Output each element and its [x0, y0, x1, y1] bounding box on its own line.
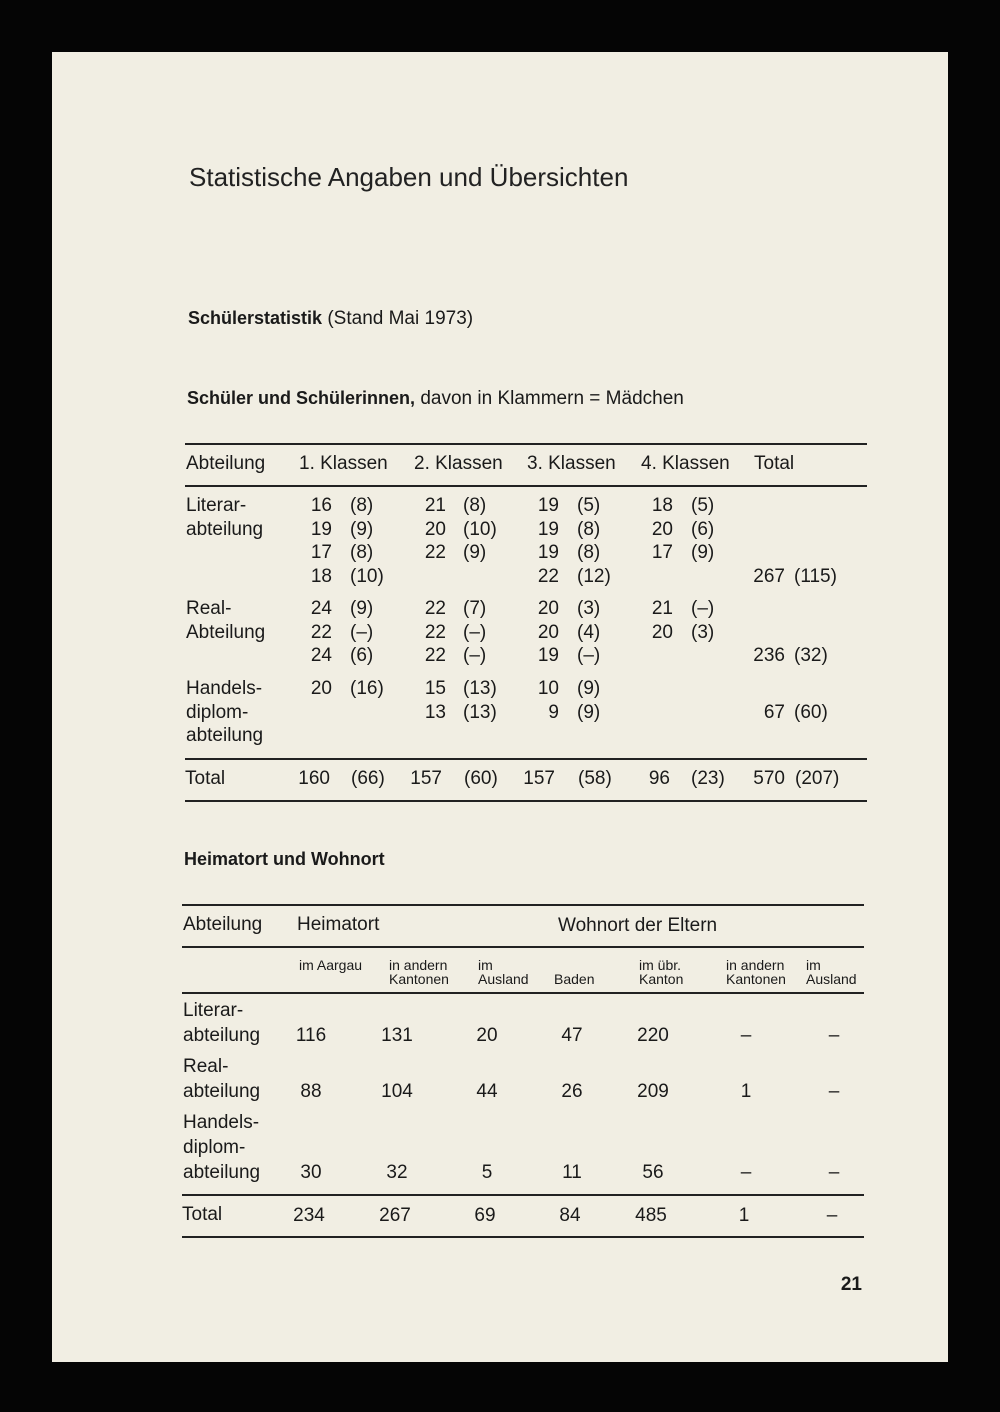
girls-count-value: (–)	[577, 645, 601, 666]
row-label: abteilung	[183, 1081, 261, 1102]
column-subheader: in andern	[389, 957, 448, 973]
count-value: 22	[424, 645, 446, 666]
count-value: 9	[548, 701, 559, 723]
row-label: Handels-	[183, 1112, 260, 1133]
count-value: 209	[637, 1081, 669, 1102]
column-header: 4. Klassen	[641, 453, 730, 474]
girls-count-value: (7)	[463, 598, 487, 619]
column-subheader: im übr.	[639, 957, 682, 973]
row-label: Abteilung	[186, 621, 266, 643]
row-label: Literar-	[186, 495, 247, 516]
row-label: Real-	[183, 1056, 229, 1077]
row-label: diplom-	[186, 701, 249, 723]
column-subheader: im Aargau	[299, 957, 363, 973]
girls-count-value: (8)	[577, 518, 601, 540]
page-title: Statistische Angaben und Übersichten	[189, 162, 629, 192]
count-value: 20	[310, 678, 332, 699]
row-label: abteilung	[183, 1025, 261, 1046]
total-girls-count: (207)	[795, 768, 840, 789]
row-label: abteilung	[183, 1162, 261, 1183]
girls-count-value: (9)	[350, 518, 374, 540]
column-header: 3. Klassen	[527, 453, 616, 474]
count-value: 17	[651, 542, 673, 563]
total-count: 96	[648, 768, 670, 789]
count-value: 18	[310, 565, 332, 587]
count-value: 20	[476, 1025, 498, 1046]
total-count: 485	[635, 1205, 667, 1226]
column-header: 1. Klassen	[299, 453, 388, 474]
count-value: 24	[310, 645, 332, 666]
count-value: 30	[300, 1162, 322, 1183]
count-value: 26	[561, 1081, 583, 1102]
count-value: 24	[310, 598, 332, 619]
count-value: 32	[386, 1162, 408, 1183]
column-header: Total	[754, 453, 795, 474]
girls-count-value: (3)	[577, 598, 601, 619]
count-value: 16	[310, 495, 332, 516]
total-girls-count: (23)	[691, 768, 725, 789]
column-subheader: in andern	[726, 957, 785, 973]
girls-count-value: (8)	[577, 542, 601, 563]
column-header: Abteilung	[183, 914, 263, 935]
count-value: 17	[310, 542, 332, 563]
count-value: –	[740, 1162, 752, 1183]
section-heading-schueler	[187, 388, 684, 410]
girls-count-value: (3)	[691, 621, 715, 643]
count-value: 236	[753, 645, 785, 666]
total-count: 570	[753, 768, 785, 789]
page-number: 21	[840, 1274, 862, 1295]
count-value: 67	[763, 701, 785, 723]
girls-count-value: (60)	[794, 701, 828, 723]
girls-count-value: (10)	[350, 565, 384, 587]
girls-count-value: (4)	[577, 621, 601, 643]
count-value: 44	[476, 1081, 498, 1102]
table-rule-subheader	[182, 992, 864, 994]
total-count: 69	[474, 1205, 496, 1226]
total-girls-count: (60)	[464, 768, 498, 789]
count-value: –	[740, 1025, 752, 1046]
column-subheader: Kantonen	[389, 971, 449, 987]
total-girls-count: (66)	[351, 768, 385, 789]
section-heading-schuelerstatistik	[188, 308, 473, 330]
total-girls-count: (58)	[578, 768, 612, 789]
total-count: 160	[298, 768, 330, 789]
total-count: 157	[410, 768, 442, 789]
row-label: abteilung	[186, 725, 264, 746]
count-value: 47	[561, 1025, 583, 1046]
row-label: Real-	[186, 598, 232, 619]
girls-count-value: (32)	[794, 645, 828, 666]
count-value: 267	[753, 565, 785, 587]
girls-count-value: (115)	[794, 565, 837, 587]
table-rule-total	[182, 1194, 864, 1196]
girls-count-value: (9)	[691, 542, 715, 563]
count-value: 5	[481, 1162, 493, 1183]
count-value: 20	[537, 598, 559, 619]
total-count: –	[826, 1205, 838, 1226]
count-value: 10	[537, 678, 559, 699]
total-label: Total	[182, 1204, 223, 1225]
count-value: 19	[537, 495, 559, 516]
count-value: 22	[424, 542, 446, 563]
column-subheader: im	[478, 957, 493, 973]
girls-count-value: (8)	[463, 495, 487, 516]
count-value: 1	[740, 1081, 752, 1102]
girls-count-value: (–)	[350, 621, 374, 643]
girls-count-value: (6)	[691, 518, 715, 540]
count-value: 22	[424, 598, 446, 619]
count-value: 116	[295, 1025, 327, 1046]
girls-count-value: (5)	[691, 495, 715, 516]
column-subheader: Baden	[554, 971, 595, 987]
table-rule-top	[182, 904, 864, 906]
heading-rest: (Stand Mai 1973)	[327, 308, 474, 329]
total-count: 234	[293, 1205, 325, 1226]
total-count: 1	[738, 1205, 750, 1226]
girls-count-value: (13)	[463, 701, 497, 723]
count-value: 19	[537, 645, 559, 666]
girls-count-value: (9)	[463, 542, 487, 563]
table-rule-bottom	[182, 1236, 864, 1238]
total-label: Total	[185, 768, 226, 789]
document-page	[52, 52, 948, 1362]
column-header: Heimatort	[297, 914, 380, 935]
column-subheader: im	[806, 957, 821, 973]
column-header: Abteilung	[186, 453, 266, 474]
count-value: 21	[651, 598, 673, 619]
count-value: 22	[537, 565, 559, 587]
column-header: Wohnort der Eltern	[558, 915, 718, 936]
count-value: 56	[642, 1162, 664, 1183]
table-rule-bottom	[185, 800, 867, 802]
girls-count-value: (13)	[463, 678, 497, 699]
count-value: 88	[300, 1081, 322, 1102]
count-value: 19	[537, 518, 559, 540]
girls-count-value: (5)	[577, 495, 601, 516]
count-value: 13	[424, 701, 446, 723]
girls-count-value: (12)	[577, 565, 611, 587]
column-subheader: Ausland	[806, 971, 857, 987]
girls-count-value: (10)	[463, 518, 497, 540]
count-value: 22	[424, 621, 446, 643]
count-value: 19	[537, 542, 559, 563]
count-value: 15	[424, 678, 446, 699]
girls-count-value: (–)	[463, 645, 487, 666]
column-subheader: Kanton	[639, 971, 684, 987]
count-value: 20	[651, 518, 673, 540]
count-value: –	[828, 1081, 840, 1102]
table-rule-header	[182, 946, 864, 948]
section-heading-heimatort: Heimatort und Wohnort	[184, 849, 385, 869]
count-value: 131	[381, 1025, 413, 1046]
row-label: Handels-	[186, 678, 263, 699]
girls-count-value: (6)	[350, 645, 374, 666]
girls-count-value: (9)	[577, 678, 601, 699]
count-value: –	[828, 1025, 840, 1046]
count-value: 11	[562, 1162, 582, 1183]
total-count: 267	[379, 1205, 411, 1226]
count-value: –	[828, 1162, 840, 1183]
girls-count-value: (–)	[463, 621, 487, 643]
count-value: 104	[381, 1081, 413, 1102]
count-value: 22	[310, 621, 332, 643]
table-rule-header	[185, 485, 867, 487]
column-subheader: Ausland	[478, 971, 529, 987]
total-count: 157	[523, 768, 555, 789]
row-label: diplom-	[183, 1137, 246, 1158]
column-header: 2. Klassen	[414, 453, 503, 474]
count-value: 220	[637, 1025, 669, 1046]
count-value: 20	[651, 621, 673, 643]
total-count: 84	[559, 1205, 581, 1226]
count-value: 20	[424, 518, 446, 540]
row-label: abteilung	[186, 518, 264, 540]
table-rule-top	[185, 443, 867, 445]
count-value: 21	[424, 495, 446, 516]
girls-count-value: (9)	[350, 598, 374, 619]
row-label: Literar-	[183, 1000, 244, 1021]
count-value: 18	[651, 495, 673, 516]
girls-count-value: (–)	[691, 598, 715, 619]
column-subheader: Kantonen	[726, 971, 786, 987]
girls-count-value: (8)	[350, 542, 374, 563]
heading-bold: Schülerstatistik	[188, 308, 323, 328]
girls-count-value: (9)	[577, 701, 601, 723]
count-value: 19	[310, 518, 332, 540]
count-value: 20	[537, 621, 559, 643]
table-rule-total	[185, 758, 867, 760]
heading-rest: davon in Klammern = Mädchen	[420, 388, 684, 409]
girls-count-value: (8)	[350, 495, 374, 516]
girls-count-value: (16)	[350, 678, 384, 699]
heading-bold: Schüler und Schülerinnen,	[187, 388, 416, 408]
